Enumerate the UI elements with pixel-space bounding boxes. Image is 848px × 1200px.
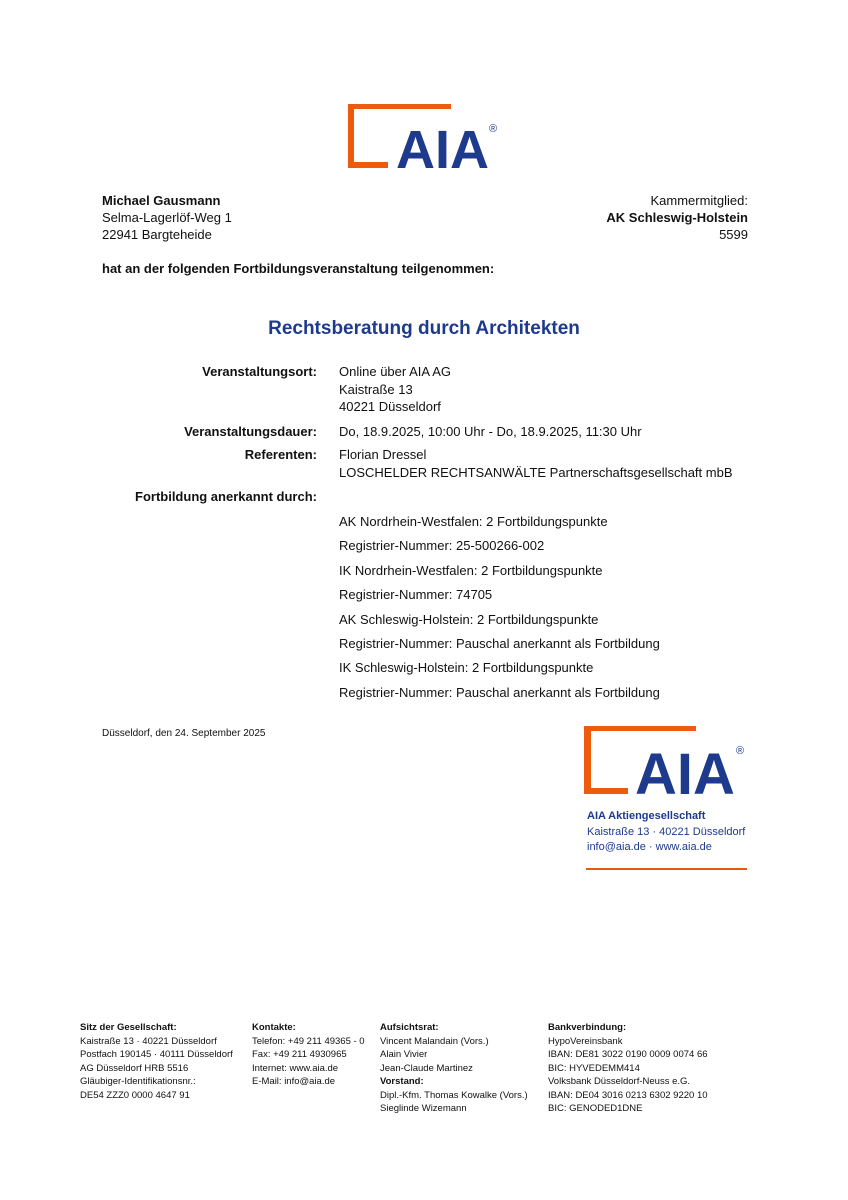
footer-line: Gläubiger-Identifikationsnr.: xyxy=(80,1076,196,1087)
footer-line: IBAN: DE81 3022 0190 0009 0074 66 xyxy=(548,1049,708,1060)
location-line: Online über AIA AG xyxy=(339,364,452,379)
footer-line: Alain Vivier xyxy=(380,1049,428,1060)
company-contact: info@aia.de · www.aia.de xyxy=(587,841,712,853)
footer-line: Dipl.-Kfm. Thomas Kowalke (Vors.) xyxy=(380,1089,528,1101)
recognition-list xyxy=(339,513,660,708)
logo-registered-mark: ® xyxy=(736,745,745,757)
company-name: AIA Aktiengesellschaft xyxy=(587,810,706,822)
recognition-item: AK Nordrhein-Westfalen: 2 Fortbildungspunkte xyxy=(339,514,608,529)
footer-heading: Kontakte: xyxy=(252,1022,296,1033)
footer-line: Kaistraße 13 · 40221 Düsseldorf xyxy=(80,1035,217,1047)
footer-line: BIC: HYVEDEMM414 xyxy=(548,1062,640,1074)
footer-heading: Aufsichtsrat: xyxy=(380,1022,439,1033)
footer-line: Volksbank Düsseldorf-Neuss e.G. xyxy=(548,1076,691,1087)
chamber-membership xyxy=(606,192,748,243)
duration-label: Veranstaltungsdauer: xyxy=(184,424,317,439)
footer-line: Vincent Malandain (Vors.) xyxy=(380,1035,489,1047)
recognition-item: AK Schleswig-Holstein: 2 Fortbildungspunkte xyxy=(339,611,599,627)
footer-heading: Vorstand: xyxy=(380,1076,424,1087)
footer-board xyxy=(380,1021,528,1116)
footer-line: AG Düsseldorf HRB 5516 xyxy=(80,1062,189,1074)
footer-heading: Bankverbindung: xyxy=(548,1022,627,1033)
aia-logo-top xyxy=(348,104,503,170)
location-label: Veranstaltungsort: xyxy=(202,364,317,379)
footer-line: Postfach 190145 · 40111 Düsseldorf xyxy=(80,1049,233,1060)
logo-registered-mark: ® xyxy=(489,123,498,135)
footer-line: Telefon: +49 211 49365 - 0 xyxy=(252,1035,365,1047)
company-address: Kaistraße 13 · 40221 Düsseldorf xyxy=(587,825,746,838)
recipient-city: 22941 Bargteheide xyxy=(102,227,212,242)
footer-line: Sieglinde Wizemann xyxy=(380,1103,467,1114)
logo-wordmark: AIA xyxy=(635,742,735,796)
company-divider xyxy=(586,868,747,870)
footer-line: HypoVereinsbank xyxy=(548,1035,623,1047)
duration-value: Do, 18.9.2025, 10:00 Uhr - Do, 18.9.2025, 11:30 Uhr xyxy=(339,424,642,439)
logo-wordmark: AIA xyxy=(396,120,489,170)
footer-contacts xyxy=(252,1021,365,1089)
recognition-item: Registrier-Nummer: 74705 xyxy=(339,587,493,603)
recognition-item: Registrier-Nummer: Pauschal anerkannt als Fortbildung xyxy=(339,635,660,651)
recipient-address xyxy=(102,192,232,243)
footer-line: IBAN: DE04 3016 0213 6302 9220 10 xyxy=(548,1089,708,1101)
speakers-value xyxy=(339,446,733,481)
location-line: 40221 Düsseldorf xyxy=(339,399,441,414)
speakers-label: Referenten: xyxy=(244,447,317,462)
footer-line: E-Mail: info@aia.de xyxy=(252,1076,336,1087)
location-value xyxy=(339,363,451,416)
intro-text: hat an der folgenden Fortbildungsveranstaltung teilgenommen: xyxy=(102,261,495,276)
footer-bank xyxy=(548,1021,708,1116)
footer-heading: Sitz der Gesellschaft: xyxy=(80,1022,177,1033)
event-title: Rechtsberatung durch Architekten xyxy=(268,318,580,339)
chamber-label: Kammermitglied: xyxy=(650,193,748,208)
recipient-street: Selma-Lagerlöf-Weg 1 xyxy=(102,210,232,225)
recognition-item: IK Nordrhein-Westfalen: 2 Fortbildungspunkte xyxy=(339,562,603,578)
aia-logo-bottom xyxy=(584,724,749,796)
speaker-line: LOSCHELDER RECHTSANWÄLTE Partnerschaftsgesellschaft mbB xyxy=(339,464,733,480)
footer-line: DE54 ZZZ0 0000 4647 91 xyxy=(80,1089,190,1101)
footer-line: Internet: www.aia.de xyxy=(252,1062,339,1074)
footer-seat xyxy=(80,1021,233,1102)
footer-line: Jean-Claude Martinez xyxy=(380,1062,473,1074)
recognition-label: Fortbildung anerkannt durch: xyxy=(135,489,317,504)
footer-line: BIC: GENODED1DNE xyxy=(548,1103,643,1114)
company-block xyxy=(587,809,745,856)
chamber-name: AK Schleswig-Holstein xyxy=(606,210,748,225)
recognition-item: Registrier-Nummer: 25-500266-002 xyxy=(339,538,545,554)
recipient-name: Michael Gausmann xyxy=(102,193,221,208)
footer-line: Fax: +49 211 4930965 xyxy=(252,1049,347,1060)
recognition-item: Registrier-Nummer: Pauschal anerkannt als Fortbildung xyxy=(339,684,660,700)
speaker-line: Florian Dressel xyxy=(339,447,427,462)
recognition-item: IK Schleswig-Holstein: 2 Fortbildungspunkte xyxy=(339,660,594,676)
location-line: Kaistraße 13 xyxy=(339,381,413,397)
chamber-number: 5599 xyxy=(719,227,748,242)
place-date: Düsseldorf, den 24. September 2025 xyxy=(102,728,266,739)
